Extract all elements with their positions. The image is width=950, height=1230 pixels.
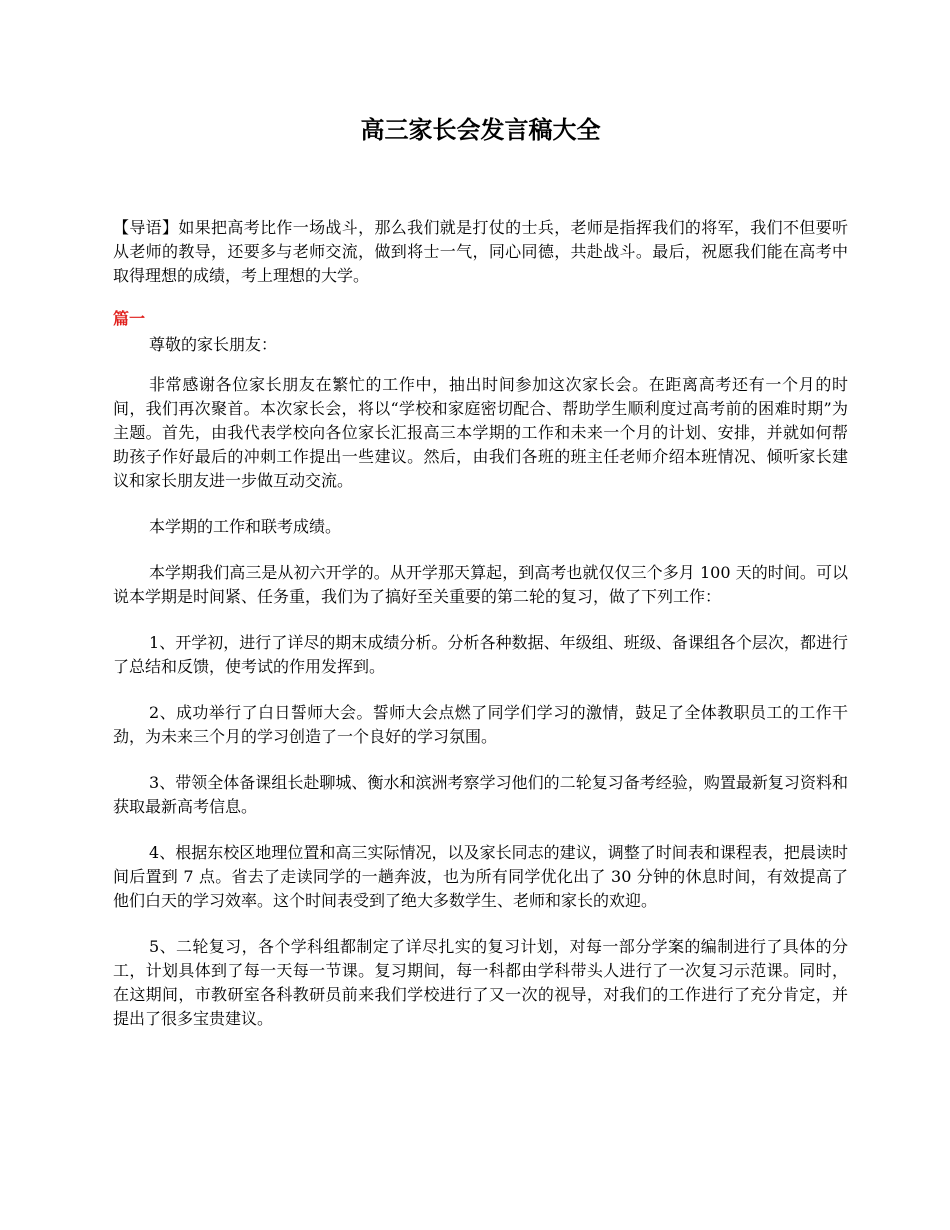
list-item-paragraph: 2、成功举行了白日誓师大会。誓师大会点燃了同学们学习的激情，鼓足了全体教职员工的工作干劲，为未来三个月的学习创造了一个良好的学习氛围。 [113,703,848,746]
body-paragraph: 本学期的工作和联考成绩。 [149,517,342,536]
section-label: 篇一 [113,309,146,328]
body-text [113,333,848,1053]
list-item-paragraph: 3、带领全体备课组长赴聊城、衡水和滨洲考察学习他们的二轮复习备考经验，购置最新复习资料和获取最新高考信息。 [113,773,848,816]
body-paragraph: 本学期我们高三是从初六开学的。从开学那天算起，到高考也就仅仅三个多月 100 天的时间。可以说本学期是时间紧、任务重，我们为了搞好至关重要的第二轮的复习，做了下列工作： [113,563,848,606]
greeting-paragraph: 尊敬的家长朋友： [149,335,278,354]
intro-paragraph: 【导语】如果把高考比作一场战斗，那么我们就是打仗的士兵，老师是指挥我们的将军，我们不但要听从老师的教导，还要多与老师交流，做到将士一气，同心同德，共赴战斗。最后，祝愿我们能在高考中取得理想的成绩，考上理想的大学。 [113,218,848,285]
body-paragraph: 非常感谢各位家长朋友在繁忙的工作中，抽出时间参加这次家长会。在距离高考还有一个月的时间，我们再次聚首。本次家长会，将以“学校和家庭密切配合、帮助学生顺利度过高考前的困难时期”为主题。首先，由我代表学校向各位家长汇报高三本学期的工作和未来一个月的计划、安排，并就如何帮助孩子作好最后的冲刺工作提出一些建议。然后，由我们各班的班主任老师介绍本班情况、倾听家长建议和家长朋友进一步做互动交流。 [113,375,848,490]
list-item-paragraph: 5、二轮复习，各个学科组都制定了详尽扎实的复习计划，对每一部分学案的编制进行了具体的分工，计划具体到了每一天每一节课。复习期间，每一科都由学科带头人进行了一次复习示范课。同时，在这期间，市教研室各科教研员前来我们学校进行了又一次的视导，对我们的工作进行了充分肯定，并提出了很多宝贵建议。 [113,937,848,1028]
list-item-paragraph: 1、开学初，进行了详尽的期末成绩分析。分析各种数据、年级组、班级、备课组各个层次，都进行了总结和反馈，使考试的作用发挥到。 [113,633,848,676]
list-item-paragraph: 4、根据东校区地理位置和高三实际情况，以及家长同志的建议，调整了时间表和课程表，把晨读时间后置到 7 点。省去了走读同学的一趟奔波，也为所有同学优化出了 30 分钟的休息时间，有效提高了他们白天的学习效率。这个时间表受到了绝大多数学生、老师和家长的欢迎。 [113,843,848,910]
page-title: 高三家长会发言稿大全 [360,116,601,144]
